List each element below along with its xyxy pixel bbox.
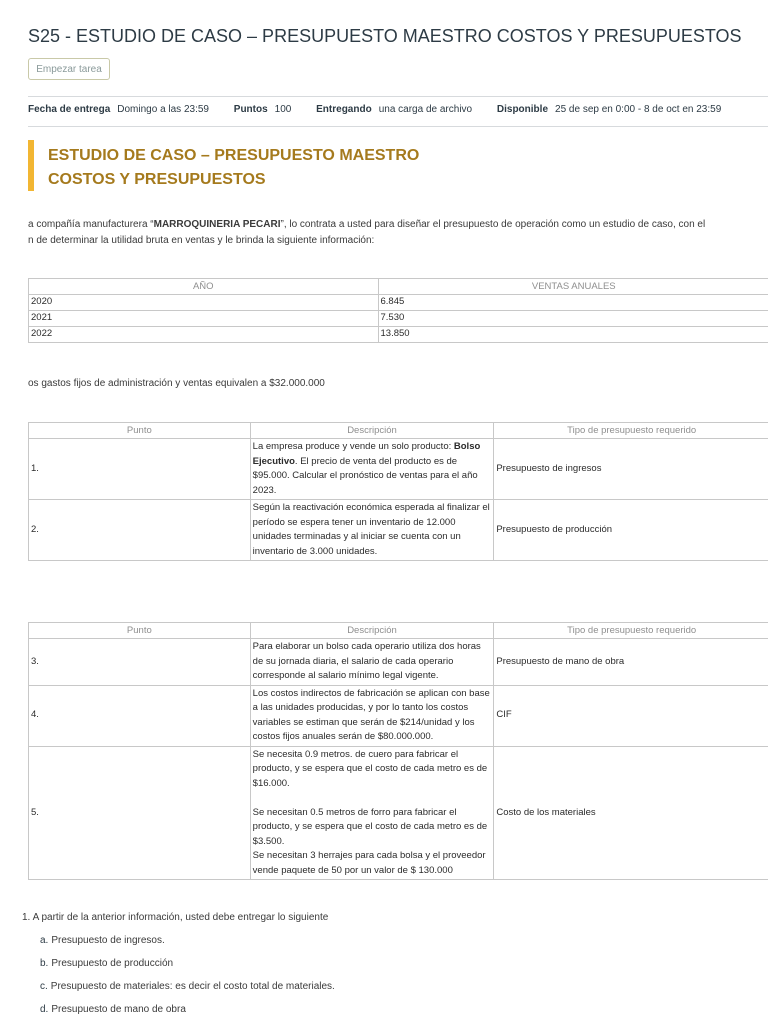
table-row — [29, 439, 768, 500]
year-cell: 2020 — [29, 295, 379, 311]
table-row — [29, 639, 768, 686]
budget-type-cell: Costo de los materiales — [494, 746, 768, 880]
point-cell: 4. — [29, 685, 251, 746]
annual-sales-table — [28, 278, 768, 343]
column-header-budget-type: Tipo de presupuesto requerido — [494, 423, 768, 439]
submitting-value: una carga de archivo — [378, 104, 473, 115]
intro-text: a compañía manufacturera “ — [28, 219, 154, 230]
points-table-2 — [28, 622, 768, 880]
deliverable-text: Presupuesto de materiales: es decir el costo total de materiales. — [50, 981, 335, 992]
deliverables-intro: 1. A partir de la anterior información, usted debe entregar lo siguiente — [22, 912, 329, 923]
deliverable-item — [40, 981, 335, 992]
deliverable-text: Presupuesto de mano de obra — [51, 1004, 186, 1015]
description-cell: Para elaborar un bolso cada operario utiliza dos horas de su jornada diaria, el salario de cada operario corresponde al salario mínimo legal vigente. — [250, 639, 494, 686]
budget-type-cell: CIF — [494, 685, 768, 746]
intro-text: ”, lo contrata a usted para diseñar el presupuesto de operación como un estudio de caso, con el — [280, 219, 706, 230]
submitting-label: Entregando — [316, 104, 372, 115]
description-cell — [250, 439, 494, 500]
description-text: . El precio de venta del producto es de $95.000. Calcular el pronóstico de ventas para el año 2023. — [252, 455, 478, 496]
point-cell: 3. — [29, 639, 251, 686]
product-name: Bolso Ejecutivo — [252, 441, 481, 467]
callout-title-line-2: COSTOS Y PRESUPUESTOS — [48, 171, 266, 188]
points-table-1 — [28, 422, 768, 561]
list-marker: c. — [40, 981, 48, 992]
points-label: Puntos — [233, 104, 268, 115]
point-cell: 2. — [29, 500, 251, 561]
table-header-row — [29, 279, 768, 295]
list-marker: a. — [40, 935, 49, 946]
assignment-details — [28, 104, 743, 115]
table-row — [29, 311, 768, 327]
column-header-annual-sales: VENTAS ANUALES — [378, 279, 768, 295]
intro-paragraph-line-2: n de determinar la utilidad bruta en ventas y le brinda la siguiente información: — [28, 235, 375, 246]
column-header-year: AÑO — [29, 279, 379, 295]
deliverable-item — [40, 935, 165, 946]
column-header-description: Descripción — [250, 423, 494, 439]
table-row — [29, 500, 768, 561]
intro-paragraph-line-1 — [28, 219, 705, 230]
callout-title — [48, 144, 419, 192]
list-marker: b. — [40, 958, 49, 969]
fixed-costs-text: os gastos fijos de administración y ventas equivalen a $32.000.000 — [28, 378, 325, 389]
available-label: Disponible — [496, 104, 549, 115]
company-name: MARROQUINERIA PECARI — [153, 219, 281, 230]
start-assignment-button[interactable]: Empezar tarea — [28, 58, 110, 80]
table-row — [29, 746, 768, 880]
point-cell: 1. — [29, 439, 251, 500]
points-value: 100 — [274, 104, 292, 115]
divider — [28, 96, 768, 97]
deliverable-text: Presupuesto de ingresos. — [51, 935, 165, 946]
sales-cell: 7.530 — [378, 311, 768, 327]
table-header-row — [29, 623, 768, 639]
description-cell: Según la reactivación económica esperada al finalizar el período se espera tener un inventario de 12.000 unidades terminadas y al iniciar se cuenta con un inventario de 3.000 unidades. — [250, 500, 494, 561]
budget-type-cell: Presupuesto de mano de obra — [494, 639, 768, 686]
due-date-label: Fecha de entrega — [28, 104, 111, 115]
column-header-budget-type: Tipo de presupuesto requerido — [494, 623, 768, 639]
deliverable-text: Presupuesto de producción — [51, 958, 174, 969]
table-row — [29, 327, 768, 343]
callout-accent-bar — [28, 140, 34, 191]
deliverable-item — [40, 958, 173, 969]
description-text: La empresa produce y vende un solo producto: — [252, 441, 454, 452]
deliverable-item — [40, 1004, 186, 1015]
sales-cell: 13.850 — [378, 327, 768, 343]
callout-title-line-1: ESTUDIO DE CASO – PRESUPUESTO MAESTRO — [48, 147, 420, 164]
sales-cell: 6.845 — [378, 295, 768, 311]
budget-type-cell: Presupuesto de ingresos — [494, 439, 768, 500]
list-marker: d. — [40, 1004, 49, 1015]
point-cell: 5. — [29, 746, 251, 880]
table-row — [29, 685, 768, 746]
column-header-description: Descripción — [250, 623, 494, 639]
year-cell: 2022 — [29, 327, 379, 343]
description-cell: Se necesita 0.9 metros. de cuero para fabricar el producto, y se espera que el costo de cada metro es de $16.000. Se necesitan 0.5 metros de forro para fabricar el producto, y se espera que el costo de cada metro es de $3.500. Se necesitan 3 herrajes para cada bolsa y el proveedor vende paquete de 50 por un valor de $ 130.000 — [250, 746, 494, 880]
budget-type-cell: Presupuesto de producción — [494, 500, 768, 561]
table-row — [29, 295, 768, 311]
due-date-value: Domingo a las 23:59 — [117, 104, 209, 115]
column-header-point: Punto — [29, 423, 251, 439]
available-value: 25 de sep en 0:00 - 8 de oct en 23:59 — [555, 104, 722, 115]
page-title: S25 - ESTUDIO DE CASO – PRESUPUESTO MAESTRO COSTOS Y PRESUPUESTOS — [28, 26, 742, 46]
description-cell: Los costos indirectos de fabricación se aplican con base a las unidades producidas, y por lo tanto los costos variables se estiman que serán de $214/unidad y los costos fijos anuales serán de $80.000.000. — [250, 685, 494, 746]
divider — [28, 126, 768, 127]
year-cell: 2021 — [29, 311, 379, 327]
table-header-row — [29, 423, 768, 439]
column-header-point: Punto — [29, 623, 251, 639]
